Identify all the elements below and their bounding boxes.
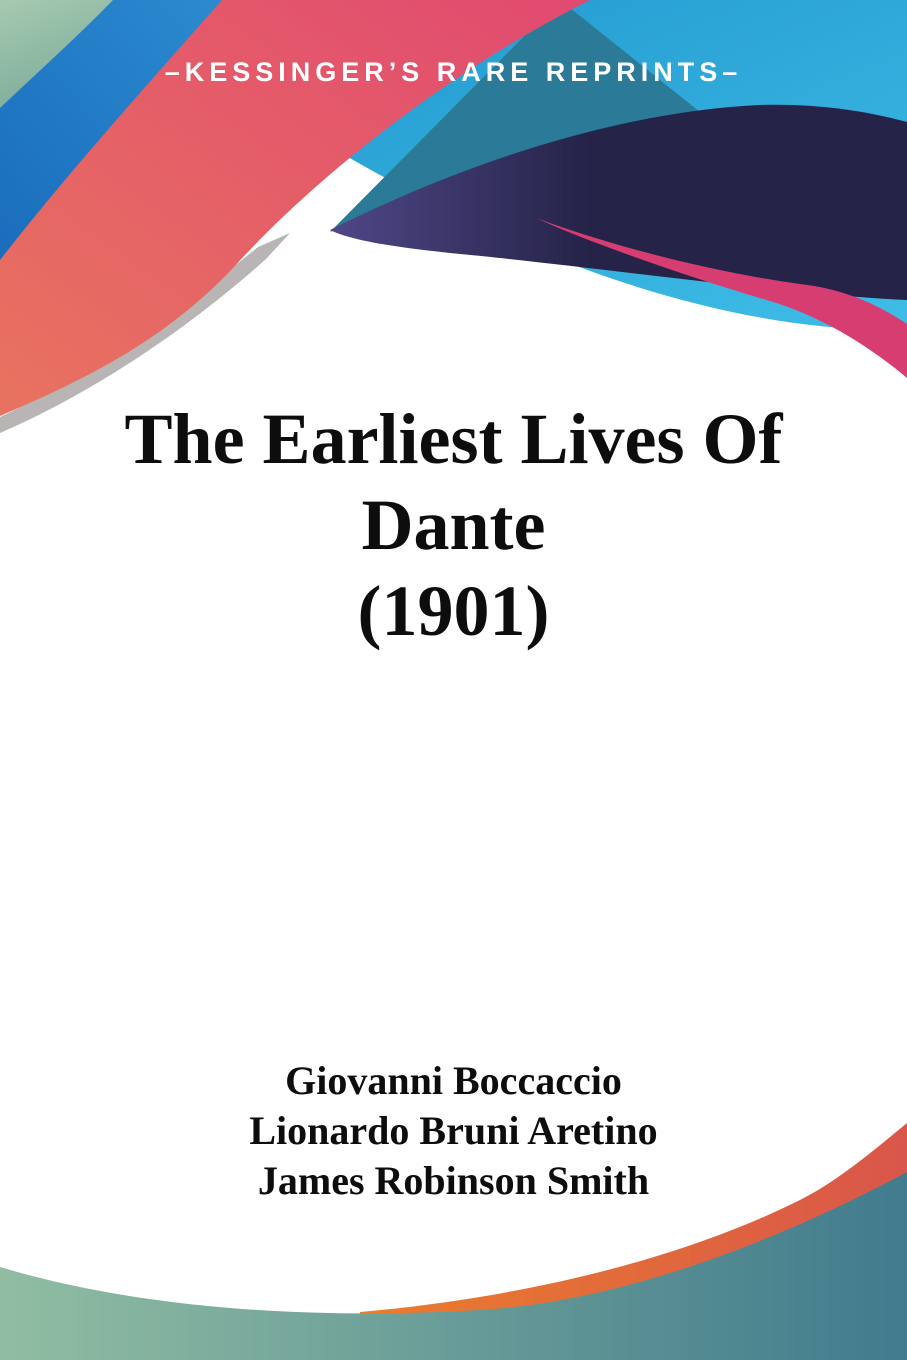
publisher-banner: –KESSINGER’S RARE REPRINTS– — [164, 57, 743, 87]
author-name: James Robinson Smith — [257, 1158, 650, 1203]
title-line-3: (1901) — [357, 571, 550, 651]
author-name: Lionardo Bruni Aretino — [249, 1108, 658, 1153]
author-name: Giovanni Boccaccio — [285, 1058, 622, 1103]
author-list — [0, 1056, 907, 1206]
book-title — [0, 396, 907, 654]
title-line-1: The Earliest Lives Of — [124, 399, 783, 479]
title-line-2: Dante — [361, 485, 546, 565]
